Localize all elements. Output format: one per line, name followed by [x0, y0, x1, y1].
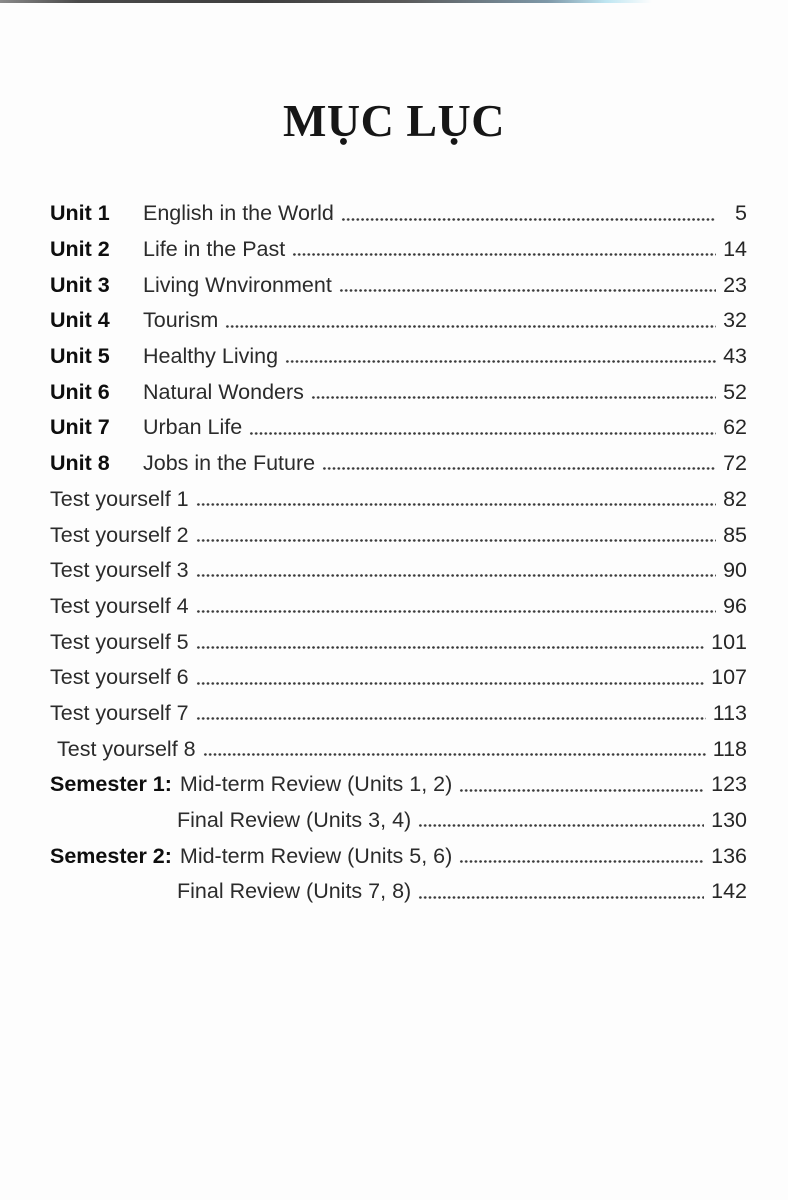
dot-leader — [459, 767, 704, 803]
dot-leader — [311, 374, 716, 410]
toc-row-semester-1-midterm — [50, 767, 747, 803]
toc-row-semester-1-final — [50, 803, 747, 839]
entry-title: Test yourself 2 — [50, 522, 189, 547]
toc-row-test-7 — [50, 696, 747, 732]
toc-row-unit-8 — [50, 446, 747, 482]
entry-title: Test yourself 1 — [50, 486, 189, 511]
dot-leader — [339, 267, 716, 303]
dot-leader — [196, 482, 716, 518]
unit-label: Unit 8 — [50, 451, 110, 476]
dot-leader — [196, 553, 716, 589]
dot-leader — [459, 838, 704, 874]
page-number: 85 — [723, 522, 747, 547]
entry-title: Living Wnvironment — [143, 272, 332, 297]
dot-leader — [196, 696, 706, 732]
toc-row-test-3 — [50, 553, 747, 589]
page-number: 5 — [735, 201, 747, 226]
entry-title: English in the World — [143, 201, 334, 226]
toc-row-unit-4 — [50, 303, 747, 339]
semester-label: Semester 2: — [50, 843, 172, 868]
page-number: 142 — [711, 879, 747, 904]
toc-row-unit-2 — [50, 232, 747, 268]
page-number: 118 — [712, 736, 747, 761]
dot-leader — [249, 410, 716, 446]
entry-title: Test yourself 8 — [57, 736, 196, 761]
page-number: 82 — [723, 486, 747, 511]
dot-leader — [418, 803, 704, 839]
page-number: 113 — [712, 700, 747, 725]
unit-label: Unit 4 — [50, 308, 110, 333]
unit-label: Unit 6 — [50, 379, 110, 404]
dot-leader — [196, 624, 705, 660]
dot-leader — [225, 303, 716, 339]
unit-label: Unit 1 — [50, 201, 110, 226]
page-number: 43 — [723, 344, 747, 369]
entry-title: Test yourself 6 — [50, 665, 189, 690]
dot-leader — [203, 731, 706, 767]
page-title: MỤC LỤC — [283, 95, 505, 146]
dot-leader — [196, 517, 716, 553]
entry-title: Jobs in the Future — [143, 451, 316, 476]
page-number: 136 — [711, 843, 747, 868]
dot-leader — [196, 589, 716, 625]
entry-title: Final Review (Units 7, 8) — [177, 879, 412, 904]
entry-title: Test yourself 4 — [50, 593, 189, 618]
unit-label: Unit 3 — [50, 272, 110, 297]
dot-leader — [292, 232, 716, 268]
page-number: 130 — [711, 808, 747, 833]
entry-title: Mid-term Review (Units 1, 2) — [179, 772, 453, 797]
toc-row-unit-3 — [50, 267, 747, 303]
entry-title: Natural Wonders — [143, 379, 304, 404]
unit-label: Unit 7 — [50, 415, 110, 440]
toc-row-test-4 — [50, 589, 747, 625]
toc-row-unit-5 — [50, 339, 747, 375]
table-of-contents — [50, 196, 747, 910]
page-number: 101 — [711, 629, 747, 654]
page-number: 107 — [711, 665, 747, 690]
toc-row-unit-6 — [50, 374, 747, 410]
page-number: 32 — [723, 308, 747, 333]
page-number: 123 — [711, 772, 747, 797]
page-number: 52 — [723, 379, 747, 404]
toc-row-unit-7 — [50, 410, 747, 446]
toc-row-semester-2-midterm — [50, 838, 747, 874]
page-number: 23 — [723, 272, 747, 297]
entry-title: Mid-term Review (Units 5, 6) — [179, 843, 453, 868]
page-number: 96 — [723, 593, 747, 618]
dot-leader — [196, 660, 705, 696]
entry-title: Life in the Past — [143, 237, 286, 262]
toc-row-test-1 — [50, 482, 747, 518]
entry-title: Test yourself 5 — [50, 629, 189, 654]
entry-title: Urban Life — [143, 415, 243, 440]
toc-row-unit-1 — [50, 196, 747, 232]
entry-title: Test yourself 3 — [50, 558, 189, 583]
unit-label: Unit 2 — [50, 237, 110, 262]
dot-leader — [341, 196, 716, 232]
dot-leader — [322, 446, 716, 482]
unit-label: Unit 5 — [50, 344, 110, 369]
toc-row-test-6 — [50, 660, 747, 696]
toc-row-semester-2-final — [50, 874, 747, 910]
page-number: 62 — [723, 415, 747, 440]
page-number: 14 — [723, 237, 747, 262]
semester-label: Semester 1: — [50, 772, 172, 797]
toc-row-test-8 — [50, 731, 747, 767]
toc-row-test-2 — [50, 517, 747, 553]
page-number: 72 — [723, 451, 747, 476]
toc-row-test-5 — [50, 624, 747, 660]
entry-title: Healthy Living — [143, 344, 279, 369]
scan-edge-artifact — [0, 0, 652, 3]
dot-leader — [285, 339, 716, 375]
entry-title: Final Review (Units 3, 4) — [177, 808, 412, 833]
entry-title: Tourism — [143, 308, 219, 333]
dot-leader — [418, 874, 704, 910]
page-number: 90 — [723, 558, 747, 583]
entry-title: Test yourself 7 — [50, 700, 189, 725]
